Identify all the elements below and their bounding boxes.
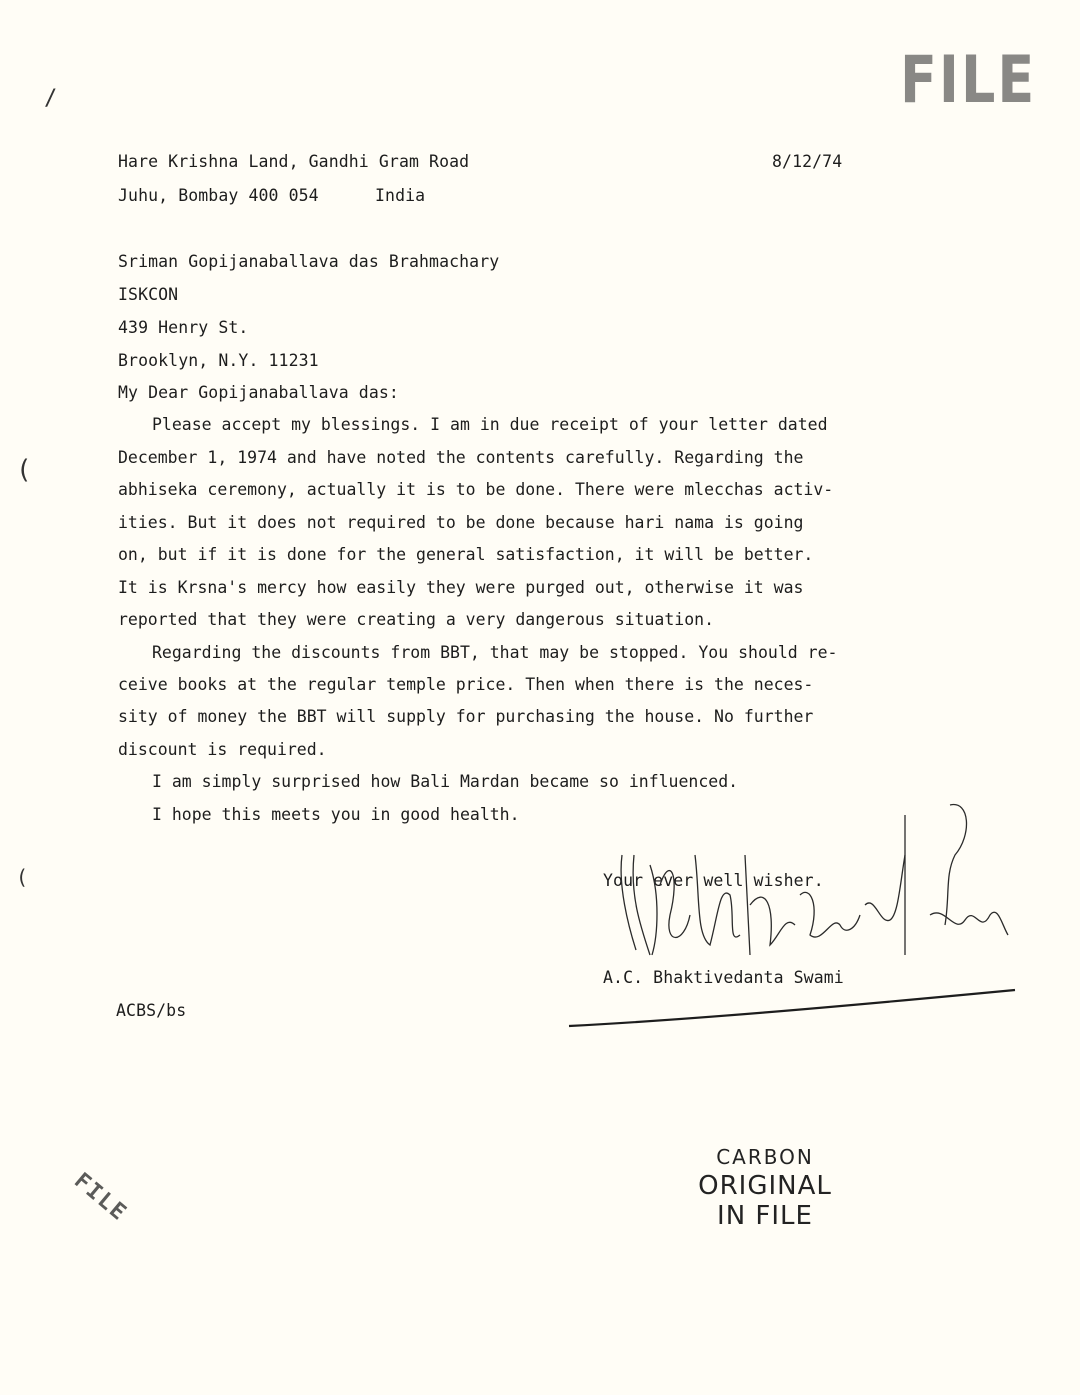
sender-address-line2: Juhu, Bombay 400 054 bbox=[118, 186, 319, 205]
body-line: It is Krsna's mercy how easily they were purged out, otherwise it was bbox=[118, 578, 804, 597]
handwritten-signature bbox=[600, 795, 1020, 965]
carbon-stamp-line3: IN FILE bbox=[717, 1201, 813, 1231]
hole-punch-mark: ( bbox=[16, 455, 32, 485]
letter-date: 8/12/74 bbox=[772, 152, 843, 171]
body-line: ities. But it does not required to be done because hari nama is going bbox=[118, 513, 804, 532]
body-line: discount is required. bbox=[118, 740, 327, 759]
sender-address-line1: Hare Krishna Land, Gandhi Gram Road bbox=[118, 152, 470, 171]
file-stamp: FILE bbox=[900, 42, 1037, 118]
margin-mark: / bbox=[44, 86, 58, 111]
body-line: December 1, 1974 and have noted the contents carefully. Regarding the bbox=[118, 448, 804, 467]
reference-initials: ACBS/bs bbox=[116, 1001, 187, 1020]
closing: Your ever well wisher. bbox=[603, 871, 824, 890]
sender-country: India bbox=[375, 186, 426, 205]
body-line: abhiseka ceremony, actually it is to be done. There were mlecchas activ- bbox=[118, 480, 834, 499]
body-line: ceive books at the regular temple price. Then when there is the neces- bbox=[118, 675, 814, 694]
body-line: reported that they were creating a very dangerous situation. bbox=[118, 610, 715, 629]
body-line: Please accept my blessings. I am in due receipt of your letter dated bbox=[152, 415, 828, 434]
corner-file-stamp: FILE bbox=[69, 1168, 132, 1227]
body-line: sity of money the BBT will supply for purchasing the house. No further bbox=[118, 707, 814, 726]
body-line: I am simply surprised how Bali Mardan became so influenced. bbox=[152, 772, 739, 791]
carbon-stamp bbox=[670, 1145, 860, 1231]
recipient-city: Brooklyn, N.Y. 11231 bbox=[118, 351, 319, 370]
carbon-stamp-line2: ORIGINAL bbox=[698, 1171, 832, 1201]
signature-underline bbox=[565, 980, 1025, 1030]
recipient-org: ISKCON bbox=[118, 285, 179, 304]
body-line: on, but if it is done for the general satisfaction, it will be better. bbox=[118, 545, 814, 564]
recipient-name: Sriman Gopijanaballava das Brahmachary bbox=[118, 252, 500, 271]
recipient-street: 439 Henry St. bbox=[118, 318, 249, 337]
salutation: My Dear Gopijanaballava das: bbox=[118, 383, 399, 402]
carbon-stamp-line1: CARBON bbox=[716, 1145, 814, 1169]
signer-name: A.C. Bhaktivedanta Swami bbox=[603, 968, 844, 987]
hole-punch-mark: ( bbox=[16, 865, 29, 889]
body-line: I hope this meets you in good health. bbox=[152, 805, 520, 824]
body-line: Regarding the discounts from BBT, that may be stopped. You should re- bbox=[152, 643, 838, 662]
